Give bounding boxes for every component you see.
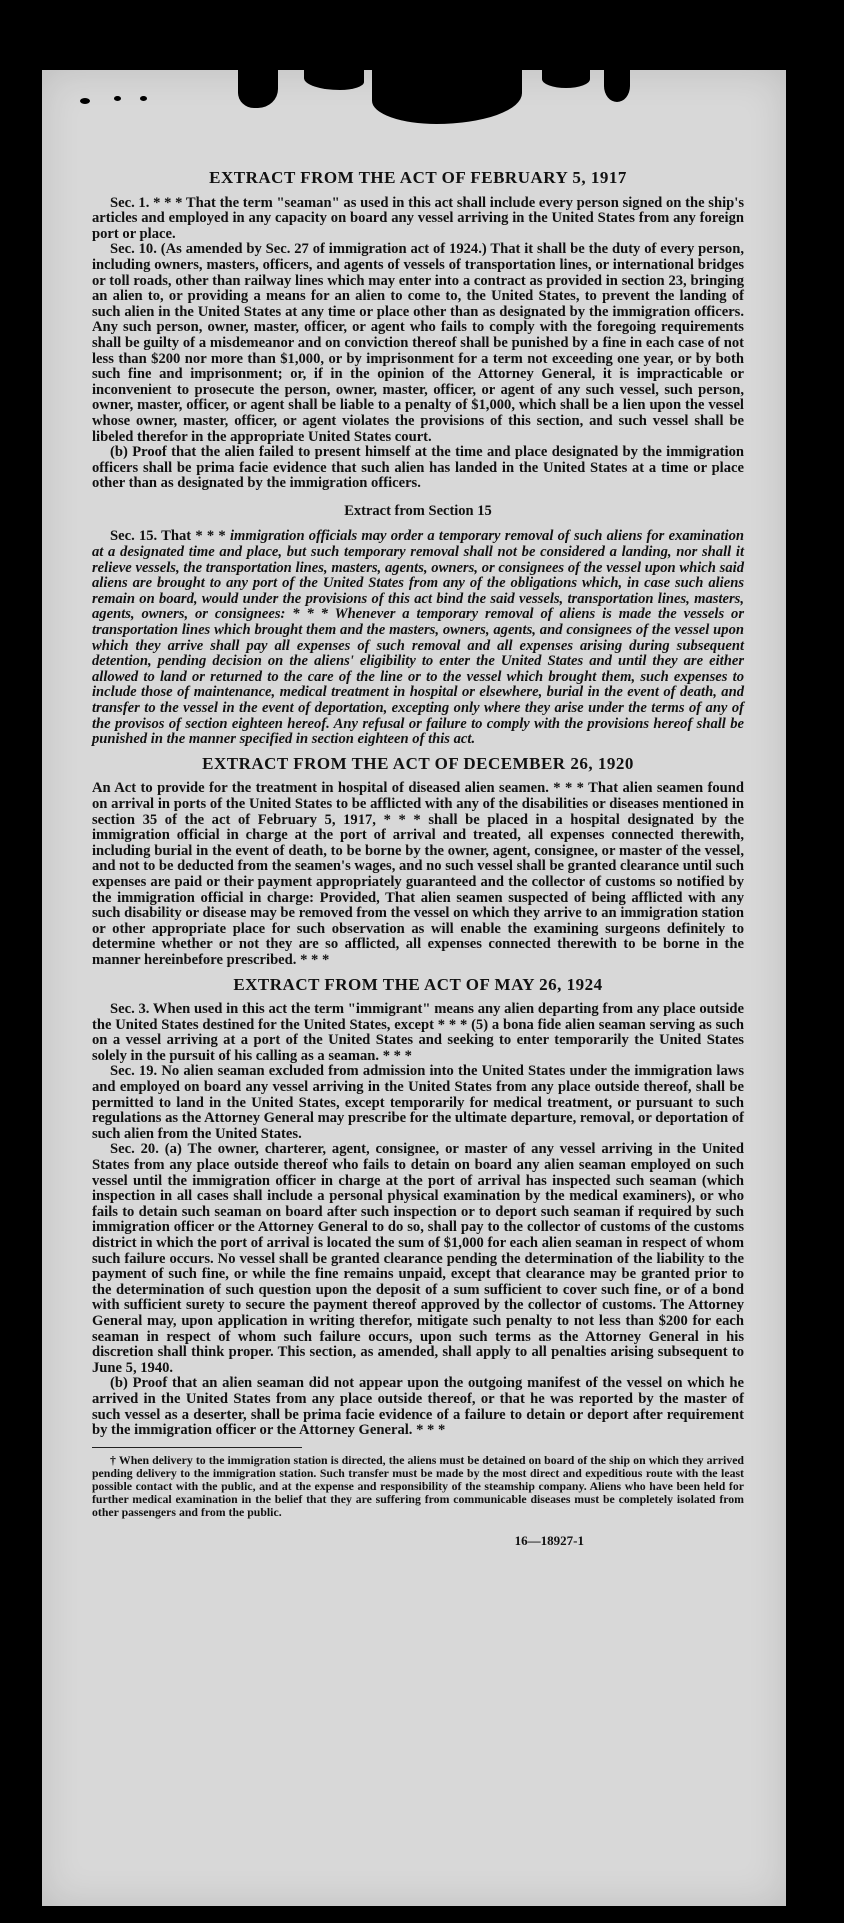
heading-act-1920: EXTRACT FROM THE ACT OF DECEMBER 26, 1920 [202,753,634,773]
tear-mark [604,70,630,102]
heading-act-1924: EXTRACT FROM THE ACT OF MAY 26, 1924 [233,974,603,994]
tear-mark [114,96,121,101]
paragraph-act-1920: An Act to provide for the treatment in hospital of diseased alien seamen. * * * That alien seamen found on arrival in ports of the United States to be afflicted with any of the disabilities or diseases mentioned in section 35 of the act of February 5, 1917, * * * shall be placed in a hospital designated by the immigration official in charge at the port of arrival and treated, all expenses connected therewith, including burial in the event of death, to be borne by the owner, agent, consignee, or master of the vessel, and not to be deducted from the seamen's wages, and no such vessel shall be granted clearance until such expenses are paid or their payment appropriately guaranteed and the collector of customs so notified by the immigration official in charge: Provided, That alien seamen suspected of being afflicted with any such disability or disease may be removed from the vessel on which they arrive to an immigration station or other appropriate place for such observation as will enable the examining surgeons definitely to determine whether or not they are so afflicted, all expenses connected therewith to be borne in the manner hereinbefore prescribed. * * * [92,780,745,968]
footnote-divider [92,1447,302,1448]
tear-mark [542,70,590,88]
paragraph-sec-20a: Sec. 20. (a) The owner, charterer, agent, consignee, or master of any vessel arriving in the United States from any place outside thereof who fails to detain on board any alien seaman employed on such vessel until the immigration officer in charge at the port of arrival has inspected such seaman (which inspection in all cases shall include a personal physical examination by the medical examiners), or who fails to detain such seaman on board after such inspection or to deport such seaman if required by such immigration officer or the Attorney General to do so, shall pay to the collector of customs of the customs district in which the port of arrival is located the sum of $1,000 for each alien seaman in respect of whom such failure occurs. No vessel shall be granted clearance pending the determination of the liability to the payment of such fine, or while the fine remains unpaid, except that clearance may be granted prior to the determination of such question upon the deposit of a sum sufficient to cover such fine, or of a bond with sufficient surety to secure the payment thereof approved by the collector of customs. The Attorney General may, upon application in writing therefor, mitigate such penalty to not less than $200 for each seaman in respect of whom such failure occurs, upon such terms as the Attorney General in his discretion shall think proper. This section, as amended, shall apply to all penalties arising subsequent to June 5, 1940. [92,1141,744,1376]
footnote: † When delivery to the immigration station is directed, the aliens must be detained on board of the ship on which they arrived pending delivery to the immigration station. Such transfer must be made by the most direct and expeditious route with the least possible contact with the public, and at the expense and responsibility of the steamship company. Aliens who have been held for further medical examination in the belief that they are suffering from communicable diseases must be completely isolated from other passengers and from the public. [92,1452,744,1519]
paragraph-sec-1: Sec. 1. * * * That the term "seaman" as used in this act shall include every person signed on the ship's articles and employed in any capacity on board any vessel arriving in the United States from any foreign port or place. [92,194,744,242]
tear-mark [140,96,147,101]
sec-15-body: immigration officials may order a temporary removal of such aliens for examination at a designated time and place, but such temporary removal shall not be considered a landing, nor shall it relieve vessels, the transportation lines, masters, agents, owners, or consignees of the vessel upon which said aliens are brought to any port of the United States from any of the obligations which, in case such aliens remain on board, would under the provisions of this act bind the said vessels, transportation lines, masters, agents, owners, or consignees: * * * Whenever a temporary removal of aliens is made the vessels or transportation lines which brought them and the masters, owners, agents, and consignees of the vessel upon which they arrive shall pay all expenses of such removal and all expenses arising during subsequent detention, pending decision on the aliens' eligibility to enter the United States and until they are either allowed to land or returned to the care of the line or to the vessel which brought them, such expenses to include those of maintenance, medical treatment in hospital or elsewhere, burial in the event of death, and transfer to the vessel in the event of deportation, excepting only where they arise under the terms of any of the provisos of section eighteen hereof. Any refusal or failure to comply with the provisions hereof shall be punished in the manner specified in section eighteen of this act. [92,528,744,748]
paragraph-sec-15 [92,529,744,747]
paragraph-sec-19: Sec. 19. No alien seaman excluded from admission into the United States under the immigration laws and employed on board any vessel arriving in the United States from any place outside thereof, shall be permitted to land in the United States, except temporarily for medical treatment, or pursuant to such regulations as the Attorney General may prescribe for the ultimate departure, removal, or deportation of such alien from the United States. [92,1063,744,1142]
document-text [92,170,744,1548]
sec-15-lead: Sec. 15. That * * * [110,528,226,545]
tear-mark [80,98,90,104]
tear-mark [372,70,522,124]
heading-section-15: Extract from Section 15 [344,502,492,519]
form-number: 16—18927-1 [514,1532,584,1548]
paragraph-sec-20b: (b) Proof that an alien seaman did not appear upon the outgoing manifest of the vessel on which he arrived in the United States from any place outside thereof, or that he was reported by the master of such vessel as a deserter, shall be prima facie evidence of a failure to detain or deport after requirement by the immigration officer or the Attorney General. * * * [92,1375,744,1439]
paragraph-sec-10: Sec. 10. (As amended by Sec. 27 of immigration act of 1924.) That it shall be the duty of every person, including owners, masters, officers, and agents of vessels of transportation lines, or international bridges or toll roads, other than railway lines which may enter into a contract as provided in section 23, bringing an alien to, or providing a means for an alien to come to, the United States, to prevent the landing of such alien in the United States at any time or place other than as designated by the immigration officers. Any such person, owner, master, officer, or agent who fails to comply with the foregoing requirements shall be guilty of a misdemeanor and on conviction thereof shall be punished by a fine in each case of not less than $200 nor more than $1,000, or by imprisonment for a term not exceeding one year, or by both such fine and imprisonment; or, if in the opinion of the Attorney General, it is impracticable or inconvenient to prosecute the person, owner, master, officer, or agent of any such vessel, such person, owner, master, officer, or agent shall be liable to a penalty of $1,000, which shall be a lien upon the vessel whose owner, master, officer, or agent violates the provisions of this section, and such vessel shall be libeled therefor in the appropriate United States court. [92,241,744,445]
paragraph-sec-3: Sec. 3. When used in this act the term "immigrant" means any alien departing from any place outside the United States destined for the United States, except * * * (5) a bona fide alien seaman serving as such on a vessel arriving at a port of the United States and seeking to enter temporarily the United States solely in the pursuit of his calling as a seaman. * * * [92,1001,744,1064]
tear-mark [238,70,278,108]
paragraph-sec-10b: (b) Proof that the alien failed to present himself at the time and place designated by the immigration officers shall be prima facie evidence that such alien has landed in the United States at a time or place other than as designated by the immigration officers. [92,444,744,492]
tear-mark [304,70,364,90]
heading-act-1917: EXTRACT FROM THE ACT OF FEBRUARY 5, 1917 [209,168,627,187]
